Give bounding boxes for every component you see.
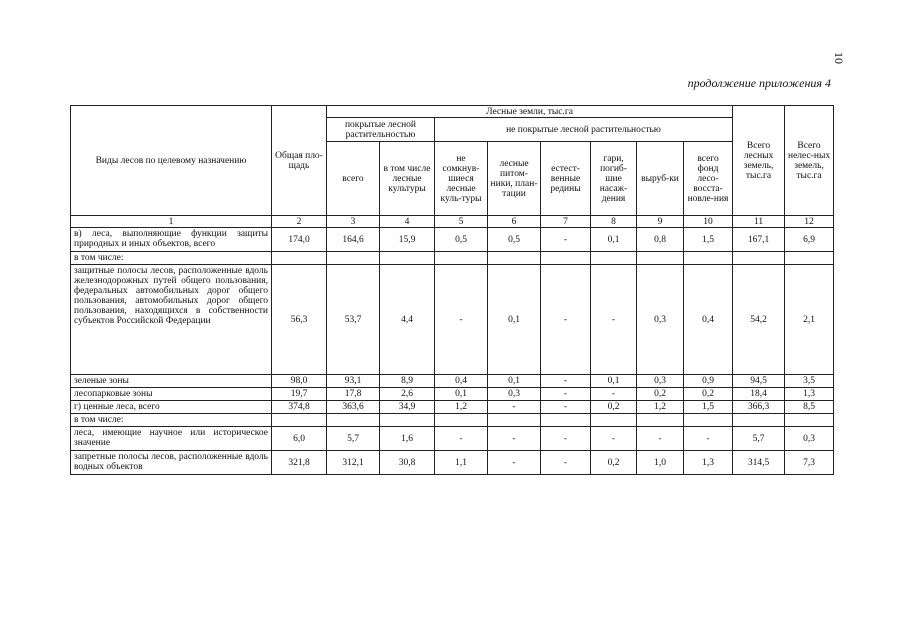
header-incl-cultures: в том числе лесные культуры bbox=[380, 142, 435, 216]
column-number: 1 bbox=[71, 216, 272, 228]
table-cell: 54,2 bbox=[733, 265, 785, 375]
header-reforestation: всего фонд лесо-восста-новле-ния bbox=[684, 142, 733, 216]
header-forest-lands: Лесные земли, тыс.га bbox=[327, 106, 733, 118]
table-cell: 0,1 bbox=[591, 228, 637, 252]
table-cell bbox=[327, 252, 380, 265]
table-cell: 1,5 bbox=[684, 401, 733, 414]
table-cell: 0,1 bbox=[488, 265, 541, 375]
row-label: в том числе: bbox=[71, 414, 272, 427]
table-cell: 0,8 bbox=[637, 228, 684, 252]
table-cell: 0,9 bbox=[684, 375, 733, 388]
column-number: 8 bbox=[591, 216, 637, 228]
column-number: 4 bbox=[380, 216, 435, 228]
table-row bbox=[71, 388, 834, 401]
table-cell: 6,0 bbox=[272, 427, 327, 451]
table-cell bbox=[435, 414, 488, 427]
table-row bbox=[71, 414, 834, 427]
table-cell: 0,1 bbox=[435, 388, 488, 401]
table-cell: - bbox=[488, 451, 541, 475]
table-cell: 164,6 bbox=[327, 228, 380, 252]
table-cell: - bbox=[541, 388, 591, 401]
table-cell: 7,3 bbox=[785, 451, 834, 475]
table-cell: - bbox=[488, 401, 541, 414]
table-cell: - bbox=[541, 401, 591, 414]
header-nurseries: лесные питом-ники, план-тации bbox=[488, 142, 541, 216]
table-cell: 1,5 bbox=[684, 228, 733, 252]
table-cell: - bbox=[541, 265, 591, 375]
table-cell: 374,8 bbox=[272, 401, 327, 414]
table-cell: 18,4 bbox=[733, 388, 785, 401]
table-row bbox=[71, 427, 834, 451]
header-types: Виды лесов по целевому назначению bbox=[71, 106, 272, 216]
table-cell bbox=[637, 252, 684, 265]
row-label: в том числе: bbox=[71, 252, 272, 265]
table-cell: 0,4 bbox=[435, 375, 488, 388]
table-cell: 0,4 bbox=[684, 265, 733, 375]
table-cell: 0,3 bbox=[488, 388, 541, 401]
header-clearings: выруб-ки bbox=[637, 142, 684, 216]
header-burnt: гари, погиб-шие насаж-дения bbox=[591, 142, 637, 216]
table-cell bbox=[733, 252, 785, 265]
column-number: 10 bbox=[684, 216, 733, 228]
table-cell: 34,9 bbox=[380, 401, 435, 414]
table-cell bbox=[272, 252, 327, 265]
table-cell: 93,1 bbox=[327, 375, 380, 388]
header-all: всего bbox=[327, 142, 380, 216]
table-cell: 30,8 bbox=[380, 451, 435, 475]
table-cell: 3,5 bbox=[785, 375, 834, 388]
table-cell: 4,4 bbox=[380, 265, 435, 375]
table-cell: 314,5 bbox=[733, 451, 785, 475]
table-cell: 0,3 bbox=[637, 265, 684, 375]
column-number: 11 bbox=[733, 216, 785, 228]
table-cell: - bbox=[541, 375, 591, 388]
header-total-forest: Всего лесных земель, тыс.га bbox=[733, 106, 785, 216]
table-cell: 1,2 bbox=[637, 401, 684, 414]
table-cell: 0,2 bbox=[637, 388, 684, 401]
column-number: 5 bbox=[435, 216, 488, 228]
table-cell: 15,9 bbox=[380, 228, 435, 252]
table-cell: 1,3 bbox=[785, 388, 834, 401]
table-cell: - bbox=[637, 427, 684, 451]
table-cell: 0,5 bbox=[488, 228, 541, 252]
table-cell bbox=[488, 414, 541, 427]
table-cell: 5,7 bbox=[733, 427, 785, 451]
table-cell: 56,3 bbox=[272, 265, 327, 375]
table-cell: 6,9 bbox=[785, 228, 834, 252]
row-label: леса, имеющие научное или историческое значение bbox=[71, 427, 272, 451]
row-label: г) ценные леса, всего bbox=[71, 401, 272, 414]
table-row bbox=[71, 252, 834, 265]
table-cell: 1,6 bbox=[380, 427, 435, 451]
appendix-continuation-title: продолжение приложения 4 bbox=[687, 76, 831, 90]
table-cell: - bbox=[435, 427, 488, 451]
table-cell: 1,2 bbox=[435, 401, 488, 414]
table-cell: 8,5 bbox=[785, 401, 834, 414]
table-cell: 0,3 bbox=[637, 375, 684, 388]
table-cell: 174,0 bbox=[272, 228, 327, 252]
header-total-nonforest: Всего нелес-ных земель, тыс.га bbox=[785, 106, 834, 216]
table-cell: - bbox=[541, 451, 591, 475]
table-row bbox=[71, 228, 834, 252]
table-cell bbox=[380, 252, 435, 265]
table-cell bbox=[541, 414, 591, 427]
table-cell: 0,1 bbox=[488, 375, 541, 388]
table-cell: - bbox=[591, 388, 637, 401]
table-cell: 98,0 bbox=[272, 375, 327, 388]
row-label: в) леса, выполняющие функции защиты природных и иных объектов, всего bbox=[71, 228, 272, 252]
table-cell bbox=[435, 252, 488, 265]
column-number: 2 bbox=[272, 216, 327, 228]
header-not-covered: не покрытые лесной растительностью bbox=[435, 118, 733, 142]
table-cell: 321,8 bbox=[272, 451, 327, 475]
table-cell bbox=[785, 252, 834, 265]
table-cell: - bbox=[488, 427, 541, 451]
table-cell: 312,1 bbox=[327, 451, 380, 475]
table-row bbox=[71, 401, 834, 414]
row-label: запретные полосы лесов, расположенные вдоль водных объектов bbox=[71, 451, 272, 475]
table-row bbox=[71, 265, 834, 375]
column-number-row bbox=[71, 216, 834, 228]
table-cell bbox=[591, 252, 637, 265]
table-cell: 8,9 bbox=[380, 375, 435, 388]
table-cell: - bbox=[591, 265, 637, 375]
table-cell bbox=[488, 252, 541, 265]
table-cell: 5,7 bbox=[327, 427, 380, 451]
table-cell: 366,3 bbox=[733, 401, 785, 414]
table-cell: - bbox=[591, 427, 637, 451]
table-cell: 0,2 bbox=[591, 401, 637, 414]
header-sparse: естест-венные редины bbox=[541, 142, 591, 216]
table-cell: - bbox=[541, 427, 591, 451]
table-cell: 1,1 bbox=[435, 451, 488, 475]
table-cell: 1,3 bbox=[684, 451, 733, 475]
table-cell: 167,1 bbox=[733, 228, 785, 252]
table-cell: 363,6 bbox=[327, 401, 380, 414]
table-cell: 0,2 bbox=[684, 388, 733, 401]
row-label: зеленые зоны bbox=[71, 375, 272, 388]
table-body bbox=[71, 228, 834, 475]
table-cell: 0,3 bbox=[785, 427, 834, 451]
table-cell: 0,1 bbox=[591, 375, 637, 388]
column-number: 7 bbox=[541, 216, 591, 228]
table-cell bbox=[637, 414, 684, 427]
table-cell: 2,6 bbox=[380, 388, 435, 401]
table-cell: 17,8 bbox=[327, 388, 380, 401]
table-row bbox=[71, 375, 834, 388]
table-cell: 53,7 bbox=[327, 265, 380, 375]
header-unclosed: не сомкнув-шиеся лесные куль-туры bbox=[435, 142, 488, 216]
table-cell: 0,5 bbox=[435, 228, 488, 252]
row-label: защитные полосы лесов, расположенные вдоль железнодорожных путей общего пользования, федеральных автомобильных дорог общего пользования, автомобильных дорог общего пользования, находящихся в собственности субъектов Российской Федерации bbox=[71, 265, 272, 375]
table-cell: 2,1 bbox=[785, 265, 834, 375]
table-cell bbox=[380, 414, 435, 427]
table-cell bbox=[684, 252, 733, 265]
header-covered: покрытые лесной растительностью bbox=[327, 118, 435, 142]
table-row bbox=[71, 451, 834, 475]
table-cell: - bbox=[684, 427, 733, 451]
table-cell: - bbox=[435, 265, 488, 375]
table-cell bbox=[591, 414, 637, 427]
table-cell bbox=[272, 414, 327, 427]
column-number: 9 bbox=[637, 216, 684, 228]
table-cell bbox=[541, 252, 591, 265]
column-number: 6 bbox=[488, 216, 541, 228]
row-label: лесопарковые зоны bbox=[71, 388, 272, 401]
table-cell bbox=[785, 414, 834, 427]
table-cell: - bbox=[541, 228, 591, 252]
forest-data-table bbox=[70, 105, 834, 475]
table-cell bbox=[733, 414, 785, 427]
column-number: 12 bbox=[785, 216, 834, 228]
table-cell bbox=[327, 414, 380, 427]
header-total-area: Общая пло-щадь bbox=[272, 106, 327, 216]
table-cell: 19,7 bbox=[272, 388, 327, 401]
table-cell bbox=[684, 414, 733, 427]
table-cell: 1,0 bbox=[637, 451, 684, 475]
table-cell: 94,5 bbox=[733, 375, 785, 388]
table-cell: 0,2 bbox=[591, 451, 637, 475]
page-number: 10 bbox=[832, 52, 846, 64]
column-number: 3 bbox=[327, 216, 380, 228]
